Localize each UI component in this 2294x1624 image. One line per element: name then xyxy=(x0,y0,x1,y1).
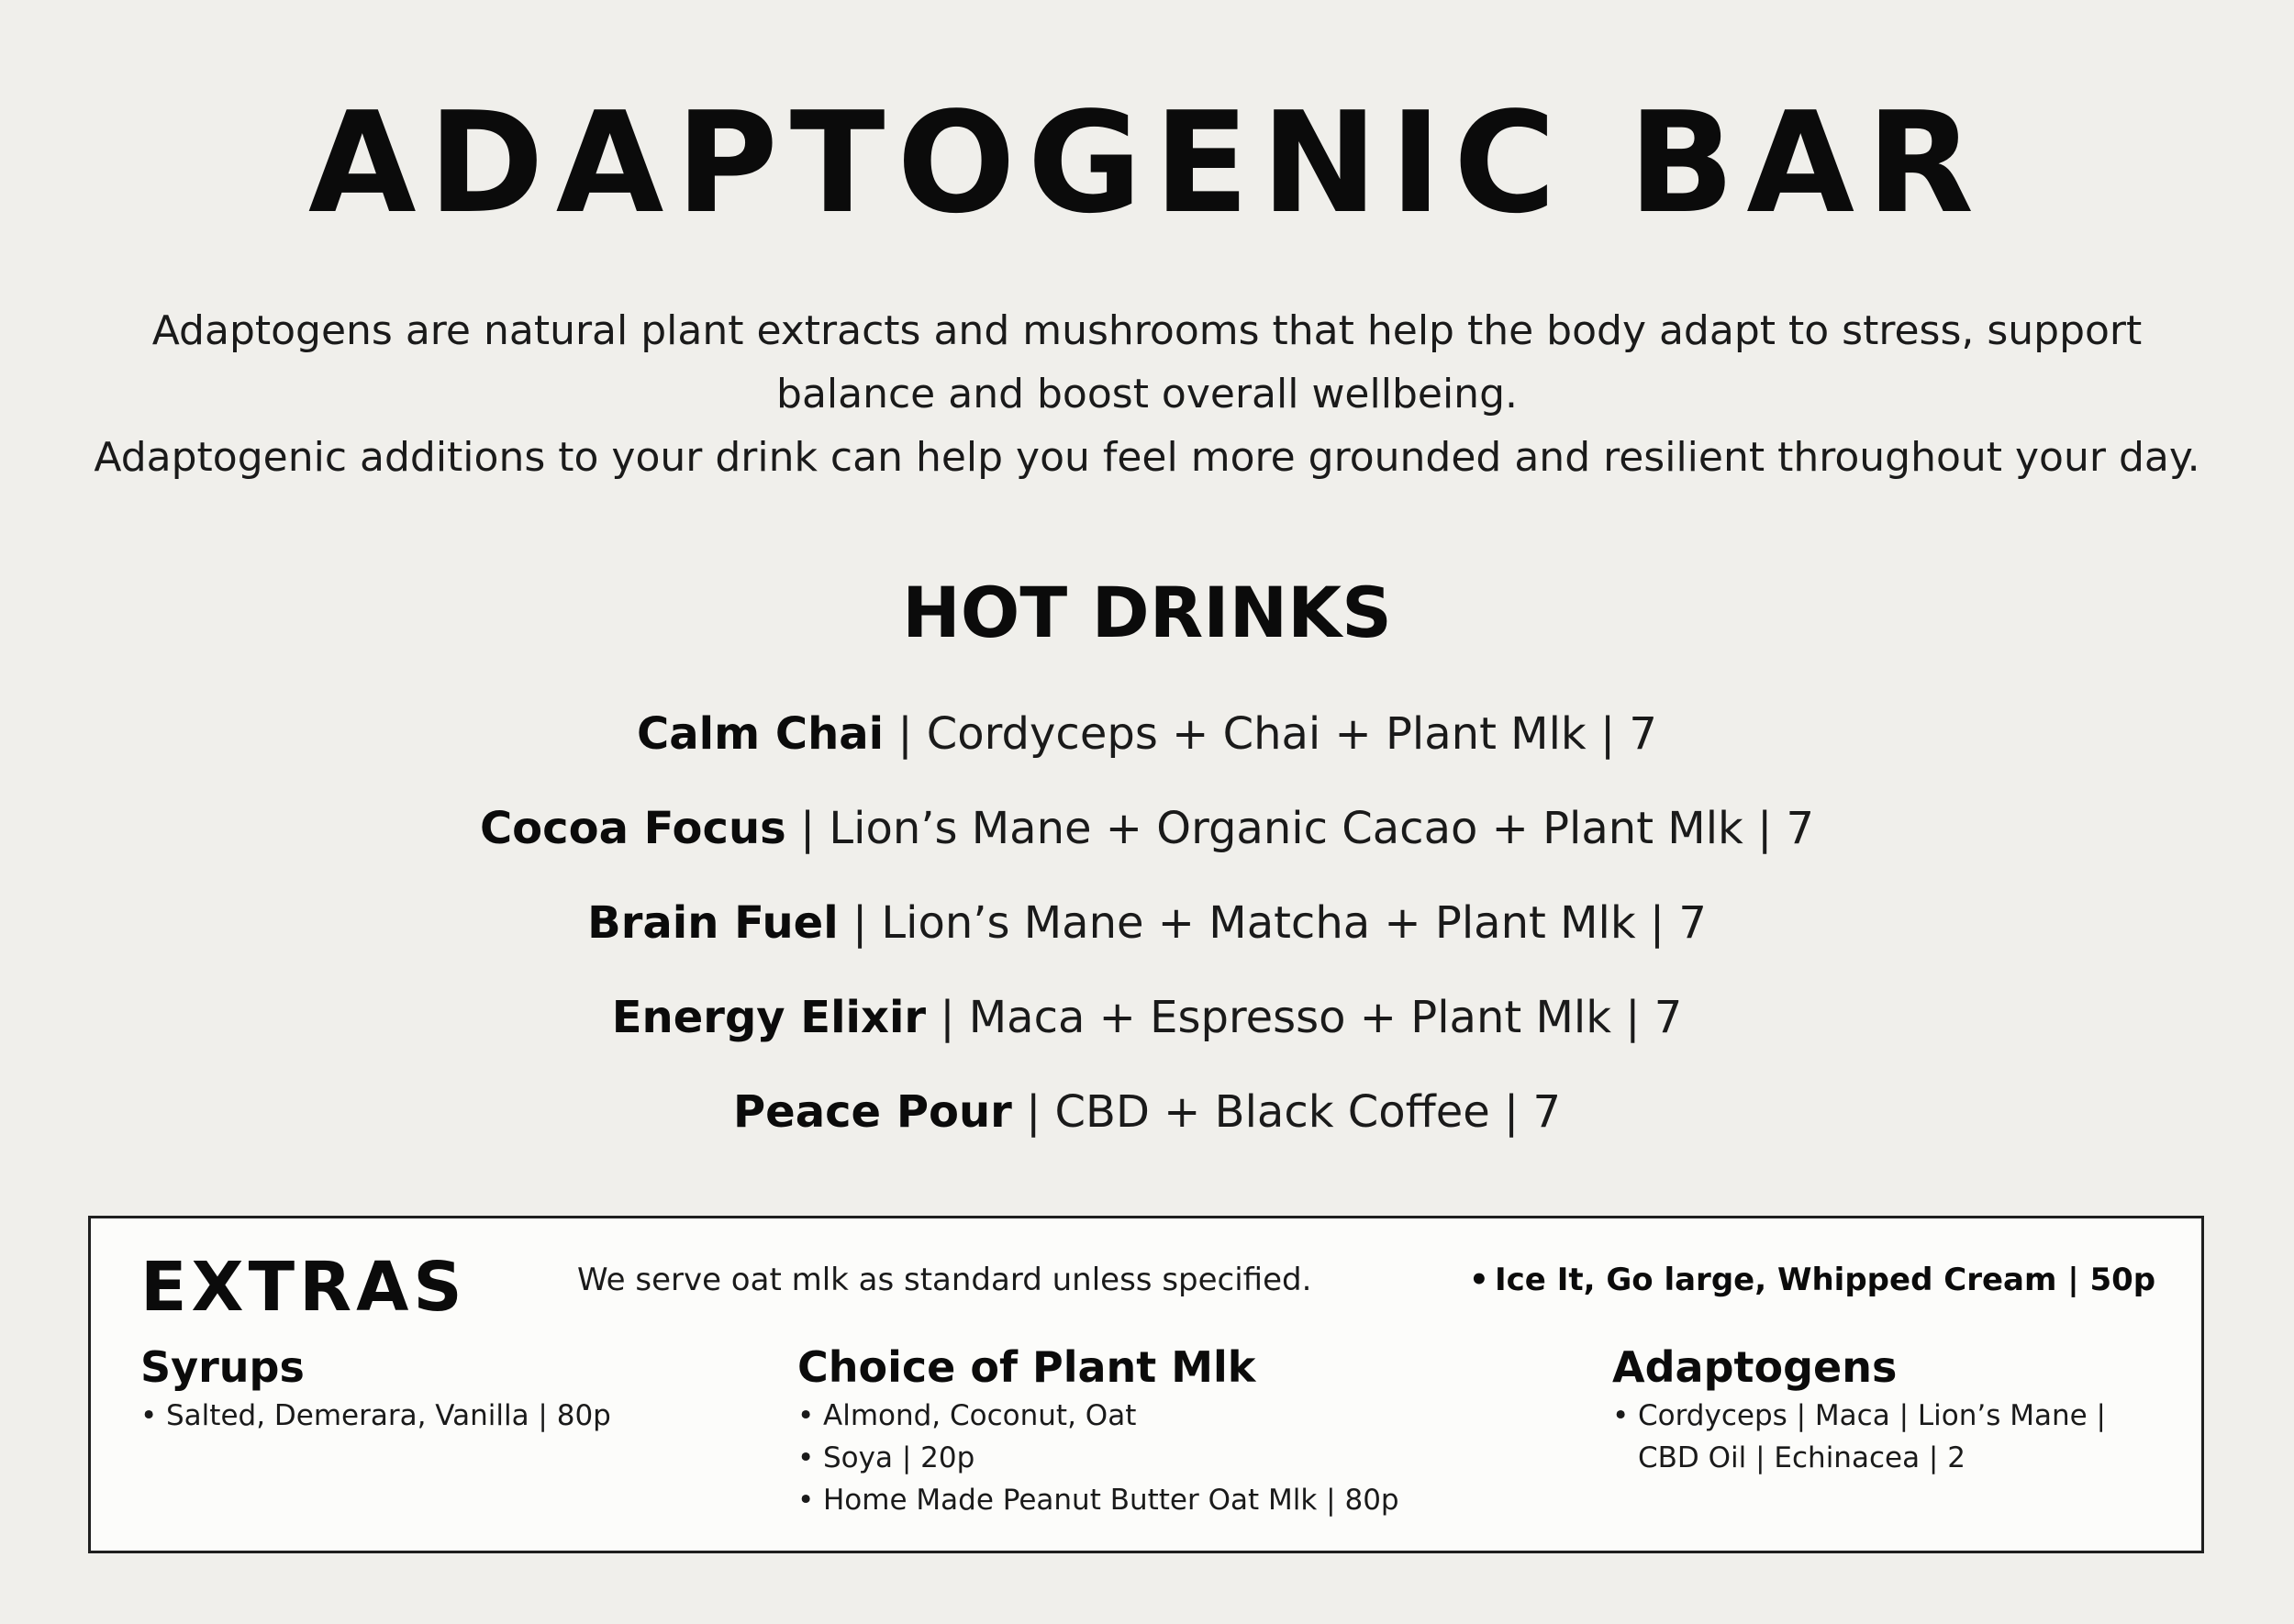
drink-name: Peace Pour xyxy=(732,1086,1012,1138)
intro-line-2: balance and boost overall wellbeing. xyxy=(776,371,1518,417)
bullet-icon: • xyxy=(797,1484,815,1517)
list-item-text: Almond, Coconut, Oat xyxy=(823,1399,1137,1432)
plant-mlk-column xyxy=(797,1340,1399,1521)
extras-heading: EXTRAS xyxy=(140,1248,467,1327)
syrups-list xyxy=(140,1395,611,1437)
list-item xyxy=(1612,1395,2106,1479)
adaptogens-heading: Adaptogens xyxy=(1612,1342,1898,1392)
drink-name: Energy Elixir xyxy=(611,992,927,1043)
hot-drinks-heading: HOT DRINKS xyxy=(902,572,1392,653)
drink-details: | Lion’s Mane + Organic Cacao + Plant Mlk | 7 xyxy=(785,803,1815,854)
list-item-text: Home Made Peanut Butter Oat Mlk | 80p xyxy=(823,1484,1399,1517)
drink-details: | Cordyceps + Chai + Plant Mlk | 7 xyxy=(884,708,1657,760)
intro-text xyxy=(55,299,2239,489)
drink-details: | CBD + Black Coffee | 7 xyxy=(1011,1086,1562,1138)
drink-item-calm-chai xyxy=(0,699,2294,794)
bullet-icon: • xyxy=(797,1441,815,1474)
extras-highlight-text: Ice It, Go large, Whipped Cream | 50p xyxy=(1495,1262,2156,1298)
adaptogens-line-2: CBD Oil | Echinacea | 2 xyxy=(1638,1441,1965,1474)
bullet-icon: • xyxy=(140,1399,158,1432)
adaptogens-line-1 xyxy=(1612,1395,2106,1437)
drink-name: Brain Fuel xyxy=(587,897,839,949)
drink-details: | Maca + Espresso + Plant Mlk | 7 xyxy=(926,992,1683,1043)
adaptogens-list xyxy=(1612,1395,2106,1479)
page-title: ADAPTOGENIC BAR xyxy=(307,82,1987,244)
drink-item-energy-elixir xyxy=(0,983,2294,1077)
bullet-icon: • xyxy=(797,1399,815,1432)
syrups-heading: Syrups xyxy=(140,1342,305,1392)
plant-mlk-list xyxy=(797,1395,1399,1521)
extras-panel xyxy=(88,1216,2204,1553)
intro-line-1: Adaptogens are natural plant extracts and mushrooms that help the body adapt to stress, support xyxy=(151,307,2143,354)
list-item-text: Cordyceps | Maca | Lion’s Mane | xyxy=(1638,1399,2106,1432)
drink-name: Cocoa Focus xyxy=(479,803,786,854)
list-item xyxy=(140,1395,611,1437)
extras-note: We serve oat mlk as standard unless specified. xyxy=(577,1262,1312,1298)
drink-details: | Lion’s Mane + Matcha + Plant Mlk | 7 xyxy=(838,897,1707,949)
bullet-icon: • xyxy=(1612,1399,1630,1432)
adaptogens-column xyxy=(1612,1340,2106,1479)
list-item xyxy=(797,1395,1399,1437)
list-item-text: Salted, Demerara, Vanilla | 80p xyxy=(166,1399,611,1432)
syrups-column xyxy=(140,1340,611,1437)
bullet-icon: • xyxy=(1469,1262,1489,1298)
intro-line-3: Adaptogenic additions to your drink can help you feel more grounded and resilient throughout your day. xyxy=(94,434,2200,481)
list-item-text: Soya | 20p xyxy=(823,1441,975,1474)
drink-item-brain-fuel xyxy=(0,888,2294,983)
drink-name: Calm Chai xyxy=(637,708,885,760)
drink-item-cocoa-focus xyxy=(0,794,2294,888)
list-item xyxy=(797,1479,1399,1521)
plant-mlk-heading: Choice of Plant Mlk xyxy=(797,1342,1256,1392)
list-item xyxy=(797,1437,1399,1479)
drink-item-peace-pour xyxy=(0,1077,2294,1172)
extras-highlight-item xyxy=(1469,1257,2155,1303)
hot-drinks-list xyxy=(0,699,2294,1172)
